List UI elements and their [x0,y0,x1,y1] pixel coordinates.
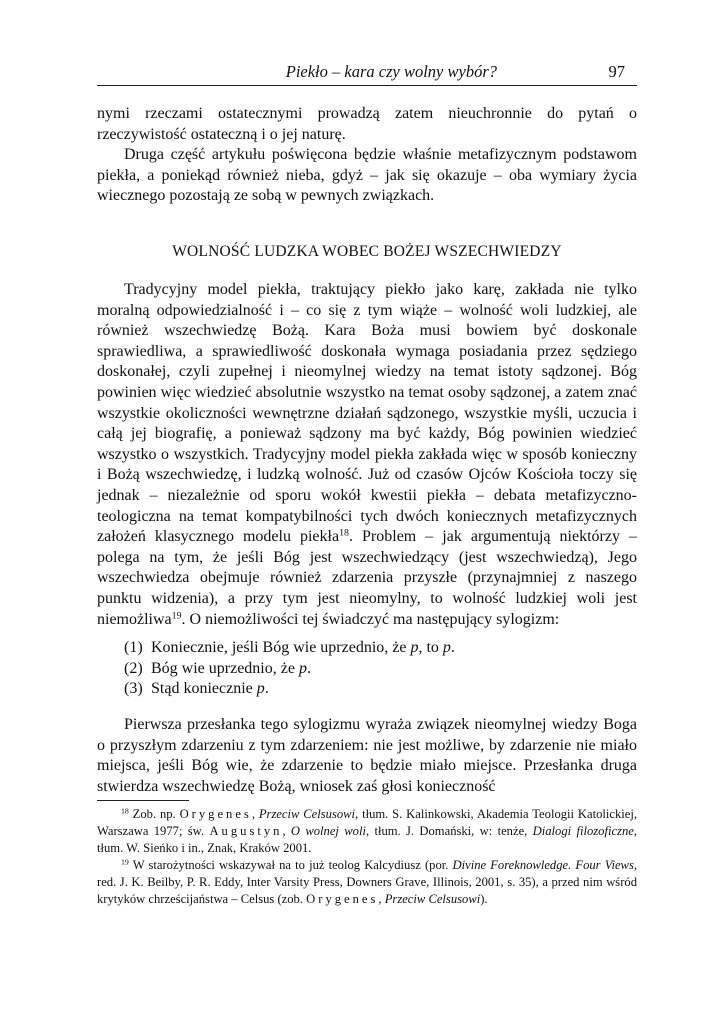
closing-text [97,715,637,797]
header-rule [97,85,637,86]
author-name: Orygenes [306,892,379,906]
footnote-text: W starożytności wskazywał na to już teolog Kalcydiusz (por. [128,858,453,872]
premise-number: (3) [124,680,143,698]
footnote-rule [97,800,189,801]
premise-text: , to [418,639,443,656]
footnote-ref-19: 19 [171,610,182,622]
author-name: Augustyn [209,824,283,838]
footnote-text: , [251,807,259,821]
work-title: O wolnej woli [290,824,366,838]
work-title: Dialogi filozoficzne [532,824,634,838]
premise-text: Stąd koniecznie [151,680,257,698]
footnote-18 [97,806,637,857]
intro-text [97,104,637,207]
main-paragraph [97,280,637,630]
footnote-number: 18 [121,806,129,816]
main-paragraph-part-b: . Problem – jak argumentują niektórzy – polega na tym, że jeśli Bóg jest wszechwiedzący (jest wszechwiedzą), Jego wszechwiedza obejmuje również zdarzenia przyszłe (przynajmniej z naszego punktu widzenia), a przy tym jest nieomylny, to wolność ludzkiej woli jest niemożliwa [97,528,638,628]
premise-text: Koniecznie, jeśli Bóg wie uprzednio, że [151,639,411,656]
work-title: Przeciw Celsusowi [384,892,481,906]
closing-paragraph: Pierwsza przesłanka tego sylogizmu wyraża związek nieomylnej wiedzy Boga o przyszłym zdarzeniu z tym zdarzeniem: nie jest możliwe, by zdarzenie nie miało miejsca, jeśli Bóg wie, że zdarzenie to będzie miało miejsce. Przesłanka druga stwierdza wszechwiedzę Bożą, wniosek zaś głosi konieczność [97,716,637,795]
footnote-19 [97,857,637,908]
footnote-text: , [378,892,385,906]
running-title: Piekło – kara czy wolny wybór? [285,62,497,81]
running-header [97,56,637,84]
variable-p: p [256,680,265,698]
syllogism-premise-1 [124,638,455,659]
syllogism-premise-2 [124,659,455,680]
footnote-text: , [282,824,291,838]
syllogism [124,638,455,700]
syllogism-conclusion [124,679,455,700]
premise-text: . [450,639,455,656]
page-number: 97 [608,62,625,81]
premise-number: (2) [124,659,143,677]
author-name: Orygenes [179,807,252,821]
main-paragraph-part-c: . O niemożliwości tej świadczyć ma następujący sylogizm: [181,610,560,628]
intro-paragraph-1: nymi rzeczami ostatecznymi prowadzą zatem nieuchronnie do pytań o rzeczywistość ostateczną i o jej naturę. [97,105,637,143]
variable-p: p [298,659,307,677]
variable-p: p [442,639,451,656]
variable-p: p [410,639,419,656]
intro-paragraph-2: Druga część artykułu poświęcona będzie właśnie metafizycznym podstawom piekła, a poniekąd również nieba, gdyż – jak się okazuje – oba wymiary życia wiecznego pozostają ze sobą w pewnych związkach. [97,146,637,205]
main-text [97,280,637,630]
premise-text: . [306,659,311,677]
main-paragraph-part-a: Tradycyjny model piekła, traktujący piekło jako karę, zakłada nie tylko moralną odpowiedzialność i – co się z tym wiąże – wolność woli ludzkiej, ale również wszechwiedzę Bożą. Kara Boża musi bowiem być doskonale sprawiedliwa, a sprawiedliwość doskonała wymaga posiadania przez sędziego doskonałej, czyli zupełnej i nieomylnej wiedzy na temat istoty sądzonej. Bóg powinien więc wiedzieć absolutnie wszystko na temat osoby sądzonej, a zatem znać wszystkie okoliczności wewnętrzne działań sądzonego, wszystkie myśli, uczucia i całą jej biografię, a ponieważ sądzony ma być każdy, Bóg powinien wiedzieć wszystko o wszystkich. Tradycyjny model piekła zakłada więc w sposób konieczny i Bożą wszechwiedzę, i ludzką wolność. Już od czasów Ojców Kościoła toczy się jednak – niezależnie od sporu wokół kwestii piekła – debata metafizyczno-teologiczna na temat kompatybilności tych dwóch koniecznych metafizycznych założeń klasycznego modelu piekła [97,281,637,546]
footnote-text: , tłum. W. Sieńko i in., Znak, Kraków 2001. [97,824,637,855]
premise-number: (1) [124,639,143,656]
section-heading: WOLNOŚĆ LUDZKA WOBEC BOŻEJ WSZECHWIEDZY [172,243,562,260]
work-title: Przeciw Celsusowi [258,807,356,821]
premise-text: . [264,680,269,698]
footnote-text: Zob. np. [128,807,180,821]
footnote-text: ). [480,892,488,906]
footnote-text: , tłum. S. Kalinkowski, Akademia Teologii Katolickiej, Warszawa 1977; św. [97,807,637,838]
footnote-ref-18: 18 [339,527,349,539]
footnote-text: , red. J. K. Beilby, P. R. Eddy, Inter Varsity Press, Downers Grave, Illinois, 2001, s. 35), a przed nim wśród krytyków chrześcijaństwa – Celsus (zob. [97,858,638,906]
footnote-text: , tłum. J. Domański, w: tenże, [365,824,533,838]
footnotes [97,806,637,908]
footnote-number: 19 [121,857,129,867]
work-title: Divine Foreknowledge. Four Views [452,858,634,872]
premise-text: Bóg wie uprzednio, że [151,659,299,677]
